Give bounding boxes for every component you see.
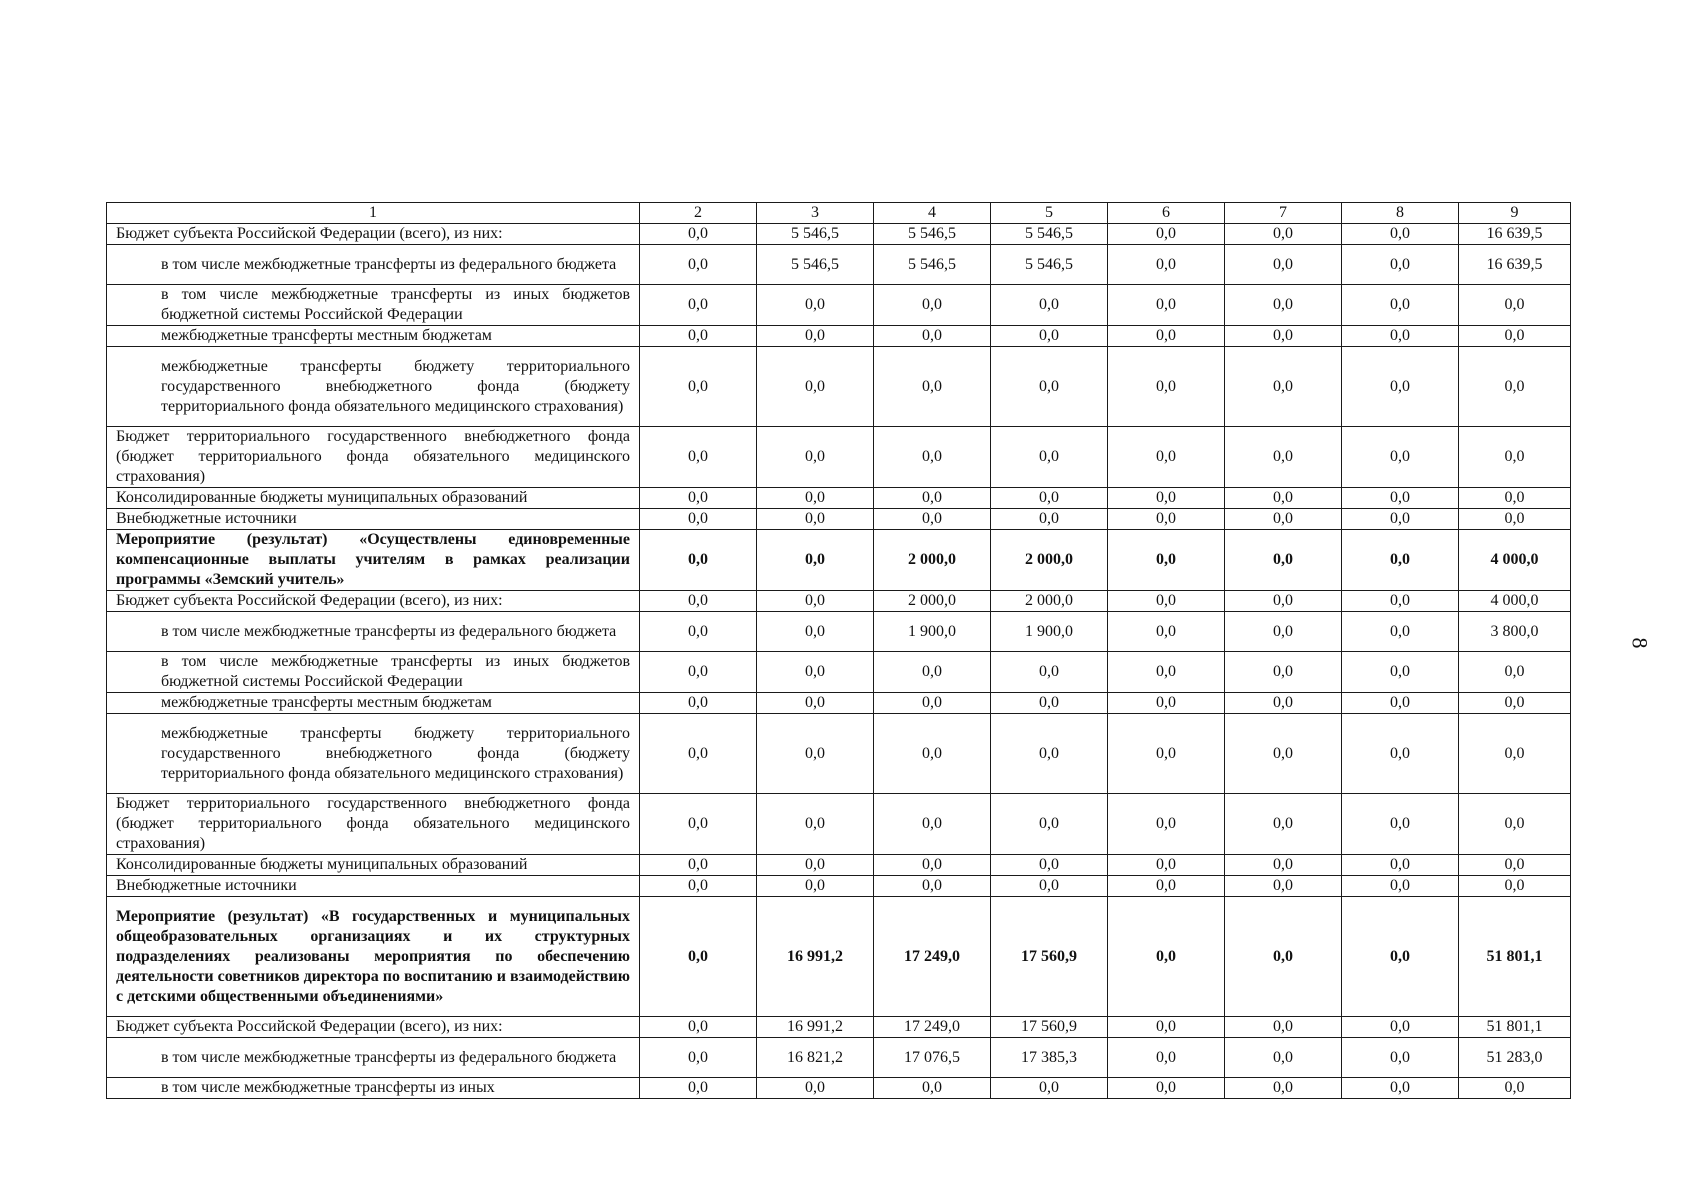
row-label: межбюджетные трансферты местным бюджетам [107, 693, 640, 714]
value-cell: 0,0 [991, 794, 1108, 855]
value-cell: 2 000,0 [874, 530, 991, 591]
value-cell: 0,0 [1225, 897, 1342, 1017]
value-cell: 0,0 [1342, 693, 1459, 714]
value-cell: 0,0 [757, 652, 874, 693]
header-cell: 9 [1459, 203, 1571, 224]
value-cell: 0,0 [757, 855, 874, 876]
row-label: Внебюджетные источники [107, 509, 640, 530]
value-cell: 0,0 [991, 1078, 1108, 1099]
value-cell: 0,0 [640, 897, 757, 1017]
value-cell: 5 546,5 [757, 245, 874, 285]
row-label: Мероприятие (результат) «В государственных и муниципальных общеобразовательных организациях и их структурных подразделениях реализованы мероприятия по обеспечению деятельности советников директора по воспитанию и взаимодействию с детскими общественными объединениями» [107, 897, 640, 1017]
value-cell: 1 900,0 [874, 612, 991, 652]
header-cell: 3 [757, 203, 874, 224]
value-cell: 0,0 [1342, 509, 1459, 530]
row-label: Консолидированные бюджеты муниципальных образований [107, 488, 640, 509]
value-cell: 0,0 [640, 1078, 757, 1099]
value-cell: 0,0 [874, 488, 991, 509]
value-cell: 17 385,3 [991, 1038, 1108, 1078]
value-cell: 0,0 [1225, 1078, 1342, 1099]
value-cell: 0,0 [1459, 714, 1571, 794]
table-row [107, 285, 1571, 326]
value-cell: 0,0 [1225, 693, 1342, 714]
header-cell: 5 [991, 203, 1108, 224]
value-cell: 0,0 [1108, 897, 1225, 1017]
table-row [107, 794, 1571, 855]
value-cell: 0,0 [1459, 509, 1571, 530]
value-cell: 0,0 [874, 693, 991, 714]
value-cell: 0,0 [1342, 224, 1459, 245]
value-cell: 0,0 [874, 794, 991, 855]
row-label: в том числе межбюджетные трансферты из федерального бюджета [107, 245, 640, 285]
value-cell: 0,0 [1108, 285, 1225, 326]
value-cell: 0,0 [1342, 714, 1459, 794]
value-cell: 0,0 [1342, 652, 1459, 693]
value-cell: 0,0 [757, 530, 874, 591]
value-cell: 0,0 [991, 347, 1108, 427]
table-row [107, 1038, 1571, 1078]
value-cell: 2 000,0 [991, 591, 1108, 612]
table-row [107, 855, 1571, 876]
table-row [107, 652, 1571, 693]
value-cell: 0,0 [640, 245, 757, 285]
value-cell: 0,0 [1108, 530, 1225, 591]
value-cell: 0,0 [1342, 326, 1459, 347]
table-row [107, 612, 1571, 652]
value-cell: 5 546,5 [874, 224, 991, 245]
value-cell: 0,0 [1342, 794, 1459, 855]
table-row [107, 326, 1571, 347]
value-cell: 0,0 [640, 509, 757, 530]
header-cell: 2 [640, 203, 757, 224]
value-cell: 2 000,0 [991, 530, 1108, 591]
row-label: Мероприятие (результат) «Осуществлены единовременные компенсационные выплаты учителям в рамках реализации программы «Земский учитель» [107, 530, 640, 591]
value-cell: 0,0 [874, 509, 991, 530]
row-label: Внебюджетные источники [107, 876, 640, 897]
value-cell: 16 821,2 [757, 1038, 874, 1078]
value-cell: 4 000,0 [1459, 530, 1571, 591]
header-cell: 7 [1225, 203, 1342, 224]
value-cell: 0,0 [991, 714, 1108, 794]
value-cell: 0,0 [1225, 794, 1342, 855]
value-cell: 0,0 [640, 855, 757, 876]
table-header-row [107, 203, 1571, 224]
value-cell: 51 801,1 [1459, 897, 1571, 1017]
header-cell: 6 [1108, 203, 1225, 224]
row-label: в том числе межбюджетные трансферты из иных [107, 1078, 640, 1099]
value-cell: 5 546,5 [874, 245, 991, 285]
value-cell: 0,0 [1342, 1017, 1459, 1038]
value-cell: 0,0 [1108, 224, 1225, 245]
value-cell: 0,0 [640, 714, 757, 794]
value-cell: 16 639,5 [1459, 224, 1571, 245]
value-cell: 0,0 [1459, 326, 1571, 347]
row-label: межбюджетные трансферты местным бюджетам [107, 326, 640, 347]
value-cell: 0,0 [874, 855, 991, 876]
value-cell: 0,0 [874, 326, 991, 347]
value-cell: 0,0 [1108, 326, 1225, 347]
value-cell: 0,0 [1225, 224, 1342, 245]
value-cell: 0,0 [1459, 794, 1571, 855]
value-cell: 0,0 [1108, 855, 1225, 876]
value-cell: 0,0 [757, 591, 874, 612]
value-cell: 0,0 [757, 488, 874, 509]
value-cell: 0,0 [757, 427, 874, 488]
value-cell: 0,0 [991, 488, 1108, 509]
table-row-measure [107, 897, 1571, 1017]
table-row [107, 509, 1571, 530]
value-cell: 0,0 [874, 876, 991, 897]
value-cell: 0,0 [1108, 347, 1225, 427]
table-row [107, 876, 1571, 897]
table-row [107, 488, 1571, 509]
table-row [107, 1017, 1571, 1038]
value-cell: 17 249,0 [874, 897, 991, 1017]
header-cell: 1 [107, 203, 640, 224]
table-row [107, 427, 1571, 488]
value-cell: 0,0 [1225, 855, 1342, 876]
value-cell: 17 076,5 [874, 1038, 991, 1078]
value-cell: 0,0 [757, 876, 874, 897]
table-row [107, 1078, 1571, 1099]
header-cell: 8 [1342, 203, 1459, 224]
value-cell: 0,0 [1225, 1038, 1342, 1078]
value-cell: 0,0 [640, 326, 757, 347]
value-cell: 0,0 [1108, 1038, 1225, 1078]
value-cell: 0,0 [757, 612, 874, 652]
value-cell: 0,0 [1225, 285, 1342, 326]
value-cell: 0,0 [1342, 876, 1459, 897]
value-cell: 0,0 [1459, 1078, 1571, 1099]
row-label: в том числе межбюджетные трансферты из иных бюджетов бюджетной системы Российской Федерации [107, 652, 640, 693]
value-cell: 0,0 [757, 509, 874, 530]
value-cell: 0,0 [1342, 347, 1459, 427]
value-cell: 0,0 [757, 285, 874, 326]
value-cell: 2 000,0 [874, 591, 991, 612]
value-cell: 0,0 [1225, 326, 1342, 347]
value-cell: 0,0 [640, 652, 757, 693]
value-cell: 0,0 [991, 285, 1108, 326]
value-cell: 0,0 [1342, 1038, 1459, 1078]
row-label: в том числе межбюджетные трансферты из федерального бюджета [107, 1038, 640, 1078]
value-cell: 0,0 [640, 693, 757, 714]
value-cell: 17 560,9 [991, 897, 1108, 1017]
value-cell: 0,0 [874, 652, 991, 693]
value-cell: 17 560,9 [991, 1017, 1108, 1038]
header-cell: 4 [874, 203, 991, 224]
value-cell: 0,0 [757, 714, 874, 794]
value-cell: 0,0 [991, 876, 1108, 897]
value-cell: 0,0 [1225, 612, 1342, 652]
value-cell: 0,0 [1108, 488, 1225, 509]
value-cell: 0,0 [1225, 1017, 1342, 1038]
value-cell: 0,0 [1225, 530, 1342, 591]
value-cell: 0,0 [991, 693, 1108, 714]
value-cell: 0,0 [874, 347, 991, 427]
row-label: в том числе межбюджетные трансферты из иных бюджетов бюджетной системы Российской Федерации [107, 285, 640, 326]
value-cell: 0,0 [1108, 714, 1225, 794]
value-cell: 0,0 [640, 1017, 757, 1038]
value-cell: 0,0 [757, 326, 874, 347]
table-row [107, 224, 1571, 245]
value-cell: 0,0 [1108, 612, 1225, 652]
value-cell: 0,0 [640, 347, 757, 427]
value-cell: 0,0 [640, 1038, 757, 1078]
value-cell: 5 546,5 [991, 245, 1108, 285]
row-label: Консолидированные бюджеты муниципальных образований [107, 855, 640, 876]
value-cell: 0,0 [991, 652, 1108, 693]
value-cell: 16 991,2 [757, 897, 874, 1017]
page-number: 8 [1627, 637, 1653, 649]
row-label: Бюджет территориального государственного внебюджетного фонда (бюджет территориального фонда обязательного медицинского страхования) [107, 794, 640, 855]
value-cell: 0,0 [1459, 347, 1571, 427]
value-cell: 0,0 [640, 285, 757, 326]
value-cell: 0,0 [640, 488, 757, 509]
value-cell: 0,0 [640, 794, 757, 855]
row-label: Бюджет субъекта Российской Федерации (всего), из них: [107, 591, 640, 612]
value-cell: 0,0 [640, 591, 757, 612]
value-cell: 0,0 [1225, 245, 1342, 285]
value-cell: 51 801,1 [1459, 1017, 1571, 1038]
value-cell: 0,0 [1225, 347, 1342, 427]
table-row [107, 591, 1571, 612]
value-cell: 0,0 [1342, 285, 1459, 326]
row-label: Бюджет территориального государственного внебюджетного фонда (бюджет территориального фонда обязательного медицинского страхования) [107, 427, 640, 488]
value-cell: 0,0 [757, 794, 874, 855]
value-cell: 0,0 [1459, 652, 1571, 693]
value-cell: 0,0 [640, 612, 757, 652]
value-cell: 0,0 [991, 509, 1108, 530]
value-cell: 0,0 [1108, 1017, 1225, 1038]
value-cell: 0,0 [1342, 897, 1459, 1017]
value-cell: 0,0 [1459, 488, 1571, 509]
value-cell: 16 639,5 [1459, 245, 1571, 285]
value-cell: 0,0 [1342, 530, 1459, 591]
table-row [107, 347, 1571, 427]
value-cell: 0,0 [874, 1078, 991, 1099]
value-cell: 0,0 [640, 224, 757, 245]
value-cell: 51 283,0 [1459, 1038, 1571, 1078]
value-cell: 4 000,0 [1459, 591, 1571, 612]
value-cell: 0,0 [991, 326, 1108, 347]
value-cell: 0,0 [1342, 1078, 1459, 1099]
value-cell: 0,0 [1342, 427, 1459, 488]
value-cell: 0,0 [1342, 855, 1459, 876]
value-cell: 0,0 [640, 876, 757, 897]
value-cell: 0,0 [1225, 509, 1342, 530]
value-cell: 0,0 [1459, 855, 1571, 876]
row-label: Бюджет субъекта Российской Федерации (всего), из них: [107, 224, 640, 245]
value-cell: 0,0 [1108, 245, 1225, 285]
table-row [107, 245, 1571, 285]
row-label: межбюджетные трансферты бюджету территориального государственного внебюджетного фонда (бюджету территориального фонда обязательного медицинского страхования) [107, 347, 640, 427]
value-cell: 17 249,0 [874, 1017, 991, 1038]
value-cell: 0,0 [1225, 714, 1342, 794]
value-cell: 0,0 [874, 285, 991, 326]
value-cell: 0,0 [1342, 245, 1459, 285]
value-cell: 0,0 [1459, 285, 1571, 326]
value-cell: 0,0 [1342, 488, 1459, 509]
value-cell: 0,0 [874, 714, 991, 794]
value-cell: 0,0 [1108, 794, 1225, 855]
budget-table [106, 202, 1571, 1099]
table-row [107, 693, 1571, 714]
value-cell: 5 546,5 [757, 224, 874, 245]
value-cell: 3 800,0 [1459, 612, 1571, 652]
value-cell: 0,0 [874, 427, 991, 488]
table-row [107, 714, 1571, 794]
value-cell: 0,0 [1108, 509, 1225, 530]
row-label: Бюджет субъекта Российской Федерации (всего), из них: [107, 1017, 640, 1038]
value-cell: 5 546,5 [991, 224, 1108, 245]
value-cell: 1 900,0 [991, 612, 1108, 652]
value-cell: 0,0 [1108, 591, 1225, 612]
value-cell: 0,0 [1342, 612, 1459, 652]
value-cell: 0,0 [1225, 488, 1342, 509]
value-cell: 0,0 [1225, 652, 1342, 693]
value-cell: 0,0 [757, 693, 874, 714]
value-cell: 0,0 [1225, 427, 1342, 488]
value-cell: 16 991,2 [757, 1017, 874, 1038]
table-row-measure [107, 530, 1571, 591]
value-cell: 0,0 [757, 347, 874, 427]
row-label: межбюджетные трансферты бюджету территориального государственного внебюджетного фонда (бюджету территориального фонда обязательного медицинского страхования) [107, 714, 640, 794]
value-cell: 0,0 [1108, 876, 1225, 897]
value-cell: 0,0 [1459, 876, 1571, 897]
value-cell: 0,0 [1108, 652, 1225, 693]
value-cell: 0,0 [640, 427, 757, 488]
value-cell: 0,0 [1459, 427, 1571, 488]
value-cell: 0,0 [1108, 1078, 1225, 1099]
value-cell: 0,0 [991, 855, 1108, 876]
value-cell: 0,0 [1108, 427, 1225, 488]
value-cell: 0,0 [1459, 693, 1571, 714]
value-cell: 0,0 [1108, 693, 1225, 714]
value-cell: 0,0 [1225, 876, 1342, 897]
value-cell: 0,0 [1225, 591, 1342, 612]
value-cell: 0,0 [757, 1078, 874, 1099]
row-label: в том числе межбюджетные трансферты из федерального бюджета [107, 612, 640, 652]
value-cell: 0,0 [991, 427, 1108, 488]
value-cell: 0,0 [640, 530, 757, 591]
value-cell: 0,0 [1342, 591, 1459, 612]
